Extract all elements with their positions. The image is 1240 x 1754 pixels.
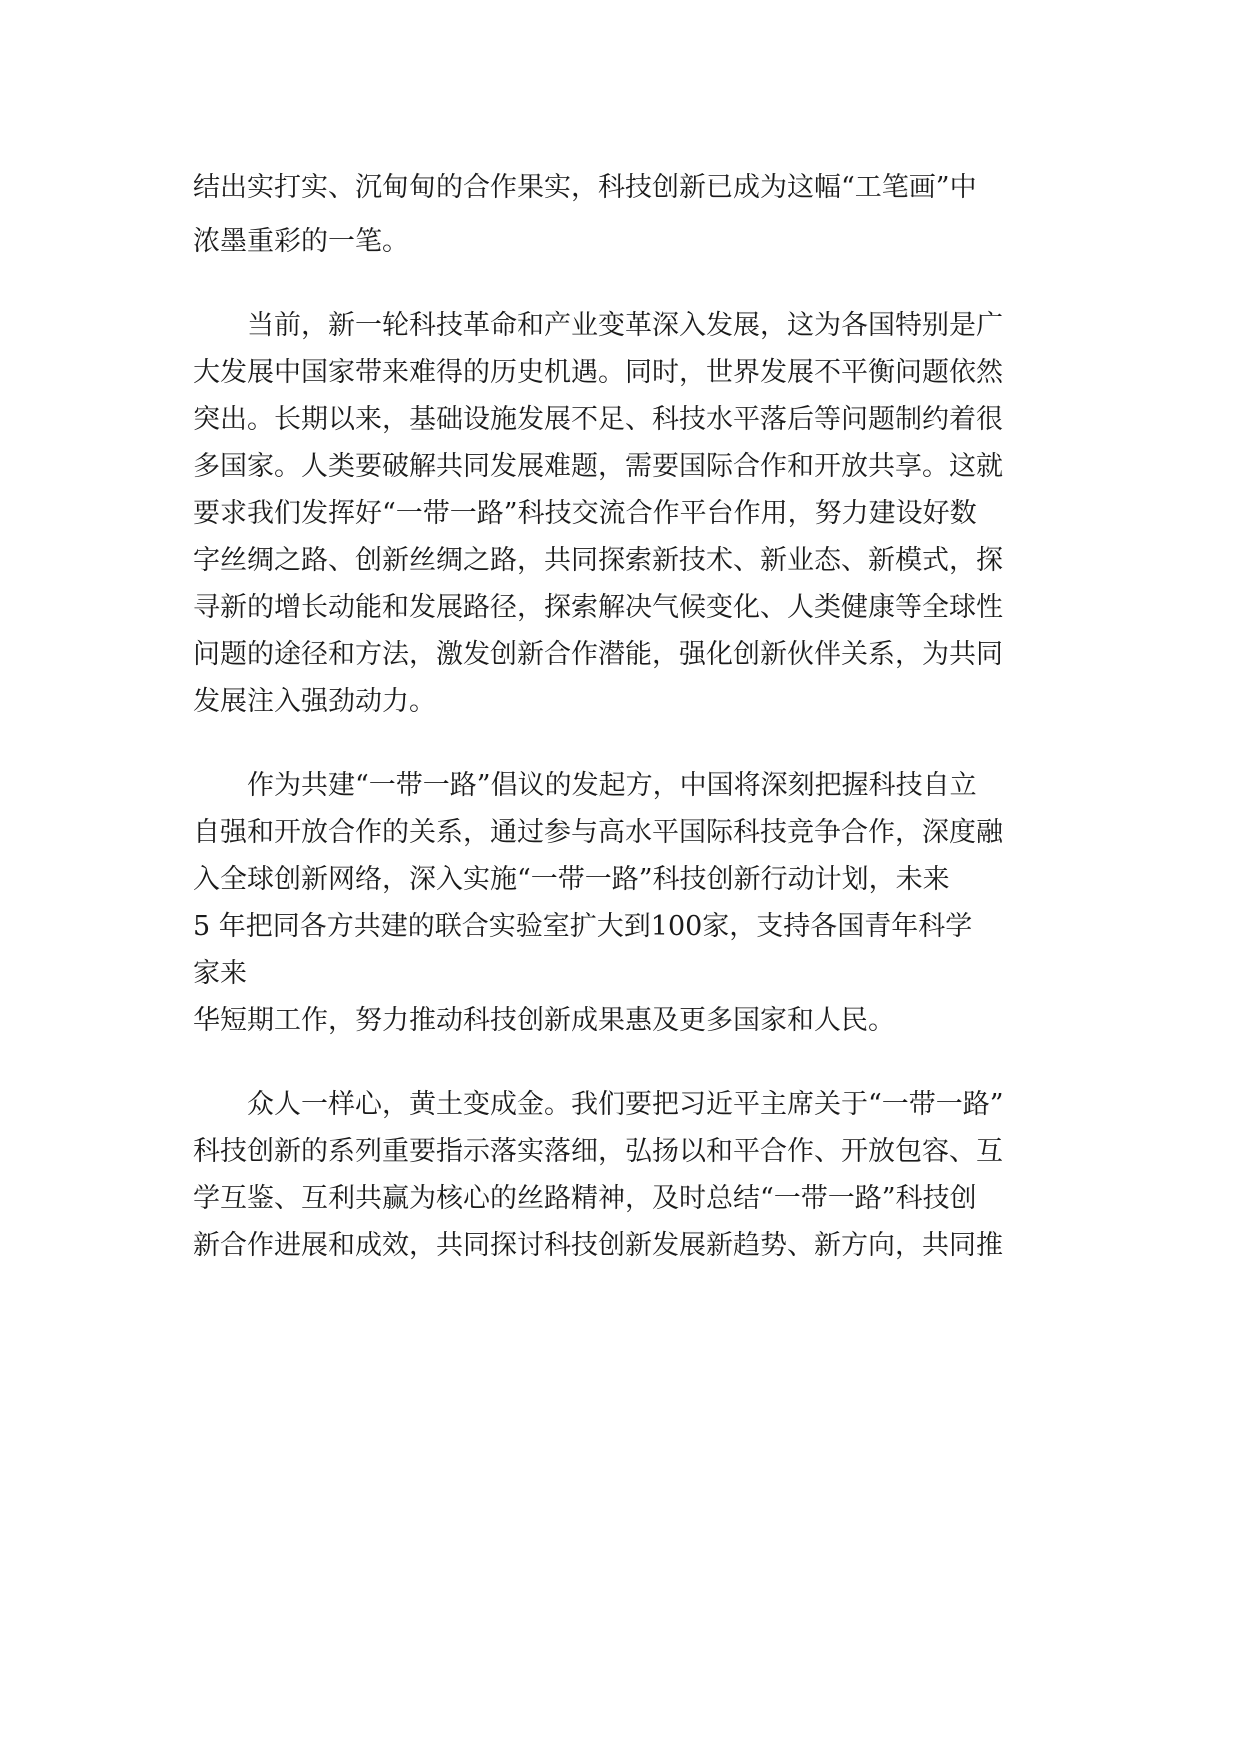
text-line: 家来 <box>193 958 247 989</box>
text-line: 当前，新一轮科技革命和产业变革深入发展，这为各国特别是广 <box>247 310 1003 341</box>
text-line: 华短期工作，努力推动科技创新成果惠及更多国家和人民。 <box>193 1005 895 1036</box>
text-line: 作为共建“一带一路”倡议的发起方，中国将深刻把握科技自立 <box>247 770 977 801</box>
text-line: 问题的途径和方法，激发创新合作潜能，强化创新伙伴关系，为共同 <box>193 639 1003 670</box>
text-line: 浓墨重彩的一笔。 <box>193 226 409 257</box>
text-line: 字丝绸之路、创新丝绸之路，共同探索新技术、新业态、新模式，探 <box>193 545 1003 576</box>
text-line: 众人一样心，黄土变成金。我们要把习近平主席关于“一带一路” <box>247 1089 1004 1120</box>
paragraph-2 <box>193 302 1073 725</box>
paragraph-1 <box>193 157 1073 265</box>
text-line: 5 年把同各方共建的联合实验室扩大到100家，支持各国青年科学 <box>193 911 973 942</box>
text-line: 学互鉴、互利共赢为核心的丝路精神，及时总结“一带一路”科技创 <box>193 1183 977 1214</box>
text-line: 科技创新的系列重要指示落实落细，弘扬以和平合作、开放包容、互 <box>193 1136 1003 1167</box>
text-line: 多国家。人类要破解共同发展难题，需要国际合作和开放共享。这就 <box>193 451 1003 482</box>
text-line: 发展注入强劲动力。 <box>193 686 436 717</box>
text-line: 大发展中国家带来难得的历史机遇。同时，世界发展不平衡问题依然 <box>193 357 1003 388</box>
text-line: 结出实打实、沉甸甸的合作果实，科技创新已成为这幅“工笔画”中 <box>193 172 977 203</box>
text-line: 入全球创新网络，深入实施“一带一路”科技创新行动计划，未来 <box>193 864 950 895</box>
text-line: 突出。长期以来，基础设施发展不足、科技水平落后等问题制约着很 <box>193 404 1003 435</box>
document-body <box>193 157 1073 1269</box>
text-line: 要求我们发挥好“一带一路”科技交流合作平台作用，努力建设好数 <box>193 498 977 529</box>
text-line: 新合作进展和成效，共同探讨科技创新发展新趋势、新方向，共同推 <box>193 1230 1003 1261</box>
text-line: 自强和开放合作的关系，通过参与高水平国际科技竞争合作，深度融 <box>193 817 1003 848</box>
paragraph-4 <box>193 1081 1073 1269</box>
paragraph-3 <box>193 762 1073 1044</box>
text-line: 寻新的增长动能和发展路径，探索解决气候变化、人类健康等全球性 <box>193 592 1003 623</box>
